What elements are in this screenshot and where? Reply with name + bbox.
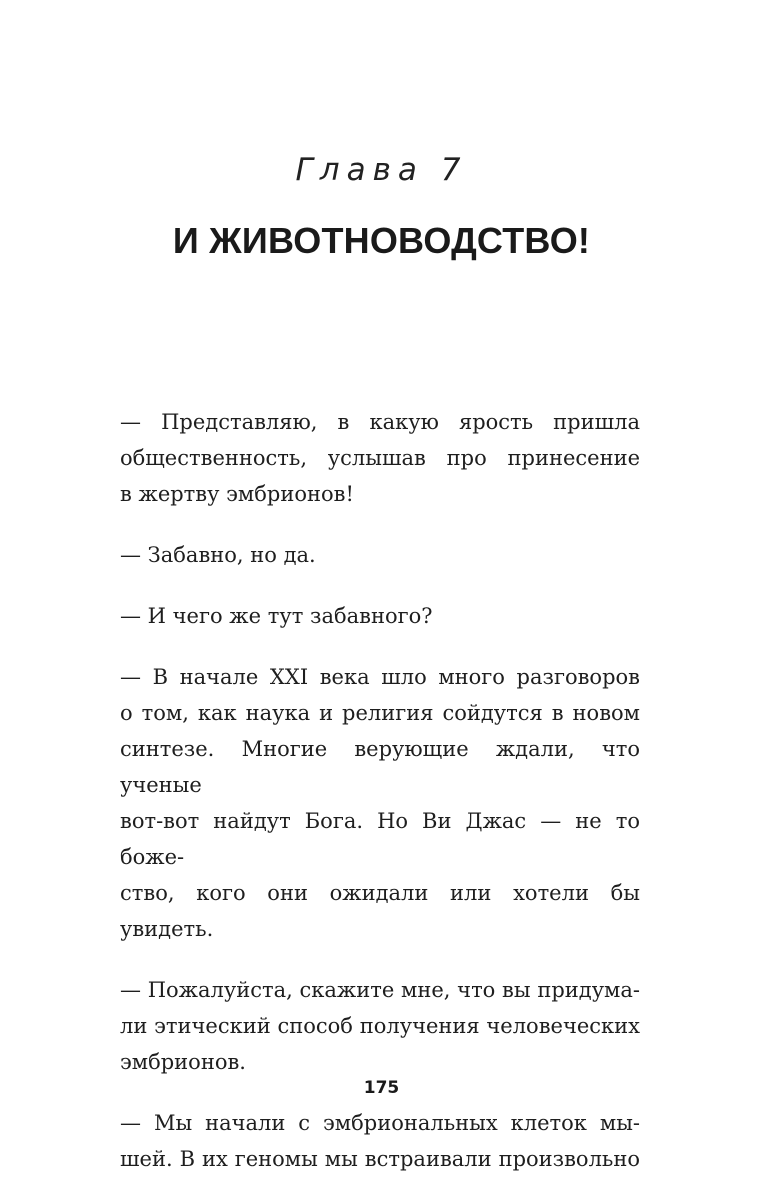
text-line: — В начале XXI века шло много разговоров	[120, 665, 640, 689]
text-line: — Пожалуйста, скажите мне, что вы придума-	[120, 978, 640, 1002]
chapter-title: И ЖИВОТНОВОДСТВО!	[172, 220, 591, 261]
text-line: в жертву эмбрионов!	[120, 482, 354, 506]
text-line: — Представляю, в какую ярость пришла	[120, 410, 640, 434]
paragraph-1	[120, 404, 640, 512]
text-line: ли этический способ получения человеческих	[120, 1014, 640, 1038]
text-line: о том, как наука и религия сойдутся в новом	[120, 701, 640, 725]
text-line: — И чего же тут забавного?	[120, 604, 433, 628]
page-number: 175	[363, 1078, 400, 1098]
text-line: эмбрионов.	[120, 1050, 246, 1074]
paragraph-6	[120, 1105, 640, 1177]
paragraph-3	[120, 598, 640, 634]
text-line: — Мы начали с эмбриональных клеток мы-	[120, 1111, 640, 1135]
chapter-label: Глава 7	[295, 152, 468, 188]
text-line: вот-вот найдут Бога. Но Ви Джас — не то боже-	[120, 809, 640, 869]
text-line: шей. В их геномы мы встраивали произвольно	[120, 1147, 640, 1171]
text-line: — Забавно, но да.	[120, 543, 316, 567]
text-line: ство, кого они ожидали или хотели бы увидеть.	[120, 881, 640, 941]
paragraph-5	[120, 972, 640, 1080]
text-line: общественность, услышав про принесение	[120, 446, 640, 470]
paragraph-4	[120, 659, 640, 947]
text-line: синтезе. Многие верующие ждали, что ученые	[120, 737, 640, 797]
paragraph-2	[120, 537, 640, 573]
